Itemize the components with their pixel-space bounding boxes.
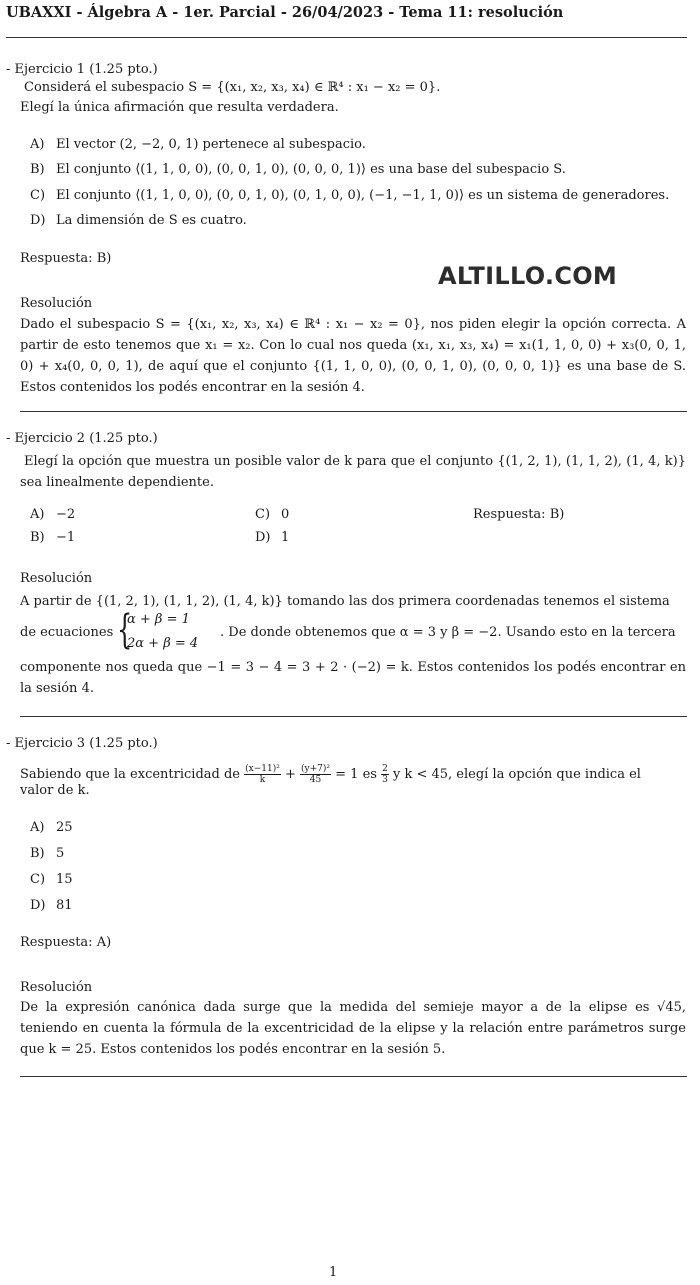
option-text: El vector (2, −2, 0, 1) pertenece al subespacio. [56, 137, 366, 152]
system-equation-1: α + β = 1 [127, 612, 190, 627]
watermark-logo: ALTILLO.COM [438, 262, 618, 290]
ex1-option-a [30, 137, 366, 152]
fraction [381, 764, 389, 785]
option-letter: A) [30, 820, 45, 835]
option-text: 15 [56, 872, 73, 887]
fraction-denominator: 3 [382, 775, 388, 785]
ex2-resolution-rest: componente nos queda que −1 = 3 − 4 = 3 + 2 · (−2) = k. Estos contenidos los podés encontrar en la sesión 4. [20, 660, 686, 696]
option-text: 1 [281, 530, 290, 545]
fraction [244, 764, 281, 785]
option-letter: D) [30, 213, 46, 228]
fraction-numerator: (x−11)² [245, 764, 280, 774]
ex3-option-d [30, 898, 73, 913]
ex3-heading: - Ejercicio 3 (1.25 pto.) [6, 736, 158, 751]
ex3-statement-end: y k < 45, elegí la opción que indica el [392, 767, 641, 782]
option-letter: C) [30, 188, 46, 203]
option-text: 81 [56, 898, 73, 913]
option-text: −2 [56, 507, 76, 522]
ex2-statement: Elegí la opción que muestra un posible valor de k para que el conjunto {(1, 2, 1), (1, 1, 2), (1, 4, k)} sea linealmente dependiente. [20, 454, 686, 490]
plus-sign: + [284, 767, 296, 782]
ex3-option-b [30, 846, 64, 861]
ex2-option-b [30, 530, 75, 545]
section-divider [20, 411, 687, 412]
option-text: El conjunto ⟨(1, 1, 0, 0), (0, 0, 1, 0), (0, 0, 0, 1)⟩ es una base del subespacio S. [56, 162, 566, 177]
ex2-answer: Respuesta: B) [473, 507, 565, 522]
page-number: 1 [329, 1265, 338, 1280]
ex2-option-c [255, 507, 289, 522]
option-letter: B) [30, 162, 45, 177]
ex3-resolution-label: Resolución [20, 980, 93, 995]
fraction [300, 764, 331, 785]
option-letter: D) [255, 530, 271, 545]
ex3-statement-line2: valor de k. [20, 783, 90, 798]
section-divider [20, 716, 687, 717]
ex2-resolution-label: Resolución [20, 571, 93, 586]
option-text: 25 [56, 820, 73, 835]
fraction-denominator: 45 [309, 775, 322, 785]
ex3-option-a [30, 820, 73, 835]
system-equation-2: 2α + β = 4 [127, 636, 199, 651]
ex2-option-a [30, 507, 75, 522]
option-letter: C) [30, 872, 46, 887]
option-text: La dimensión de S es cuatro. [56, 213, 247, 228]
fraction-denominator: k [259, 775, 266, 785]
ex2-resolution-after: . De donde obtenemos que α = 3 y β = −2. Usando esto en la tercera [220, 625, 676, 640]
left-brace: { [117, 607, 133, 653]
ex3-statement-mid: = 1 es [335, 767, 377, 782]
ex3-statement-start: Sabiendo que la excentricidad de [20, 767, 240, 782]
option-text: El conjunto ⟨(1, 1, 0, 0), (0, 0, 1, 0), (0, 1, 0, 0), (−1, −1, 1, 0)⟩ es un sistema de generadores. [56, 188, 670, 203]
title-divider [6, 37, 687, 38]
fraction-numerator: (y+7)² [301, 764, 331, 774]
option-letter: D) [30, 898, 46, 913]
option-letter: C) [255, 507, 271, 522]
ex1-heading: - Ejercicio 1 (1.25 pto.) [6, 62, 158, 77]
option-letter: B) [30, 846, 45, 861]
ex2-resolution-line1: A partir de {(1, 2, 1), (1, 1, 2), (1, 4, k)} tomando las dos primera coordenadas tenemos el sistema [20, 594, 670, 609]
ex1-option-d [30, 213, 247, 228]
ex3-answer: Respuesta: A) [20, 935, 112, 950]
ex2-resolution-prefix: de ecuaciones [20, 625, 114, 640]
ex1-resolution-text: Dado el subespacio S = {(x₁, x₂, x₃, x₄) ∈ ℝ⁴ : x₁ − x₂ = 0}, nos piden elegir la opción correcta. A partir de esto tenemos que x₁ = x₂. Con lo cual nos queda (x₁, x₁, x₃, x₄) = x₁(1, 1, 0, 0) + x₃(0, 0, 1, 0) + x₄(0, 0, 0, 1), de aquí que el conjunto {(1, 1, 0, 0), (0, 0, 1, 0), (0, 0, 0, 1)} es una base de S. Estos contenidos los podés encontrar en la sesión 4. [20, 317, 686, 395]
ex1-instruction: Elegí la única afirmación que resulta verdadera. [20, 100, 339, 115]
fraction-numerator: 2 [382, 764, 388, 774]
section-divider [20, 1076, 687, 1077]
option-text: 5 [56, 846, 65, 861]
document-title: UBAXXI - Álgebra A - 1er. Parcial - 26/04/2023 - Tema 11: resolución [6, 4, 564, 21]
ex1-resolution-label: Resolución [20, 296, 93, 311]
ex1-option-b [30, 162, 566, 177]
ex3-option-c [30, 872, 73, 887]
ex1-statement: Considerá el subespacio S = {(x₁, x₂, x₃, x₄) ∈ ℝ⁴ : x₁ − x₂ = 0}. [24, 80, 441, 95]
ex2-option-d [255, 530, 289, 545]
ex1-answer: Respuesta: B) [20, 251, 112, 266]
ex2-heading: - Ejercicio 2 (1.25 pto.) [6, 431, 158, 446]
option-letter: A) [30, 507, 45, 522]
option-letter: A) [30, 137, 45, 152]
option-letter: B) [30, 530, 45, 545]
ex1-option-c [30, 188, 669, 203]
option-text: 0 [281, 507, 290, 522]
ex3-statement-line1 [20, 764, 641, 785]
option-text: −1 [56, 530, 76, 545]
ex3-resolution-text: De la expresión canónica dada surge que la medida del semieje mayor a de la elipse es √45, teniendo en cuenta la fórmula de la excentricidad de la elipse y la relación entre parámetros surge que k = 25. Estos contenidos los podés encontrar en la sesión 5. [20, 1000, 686, 1057]
